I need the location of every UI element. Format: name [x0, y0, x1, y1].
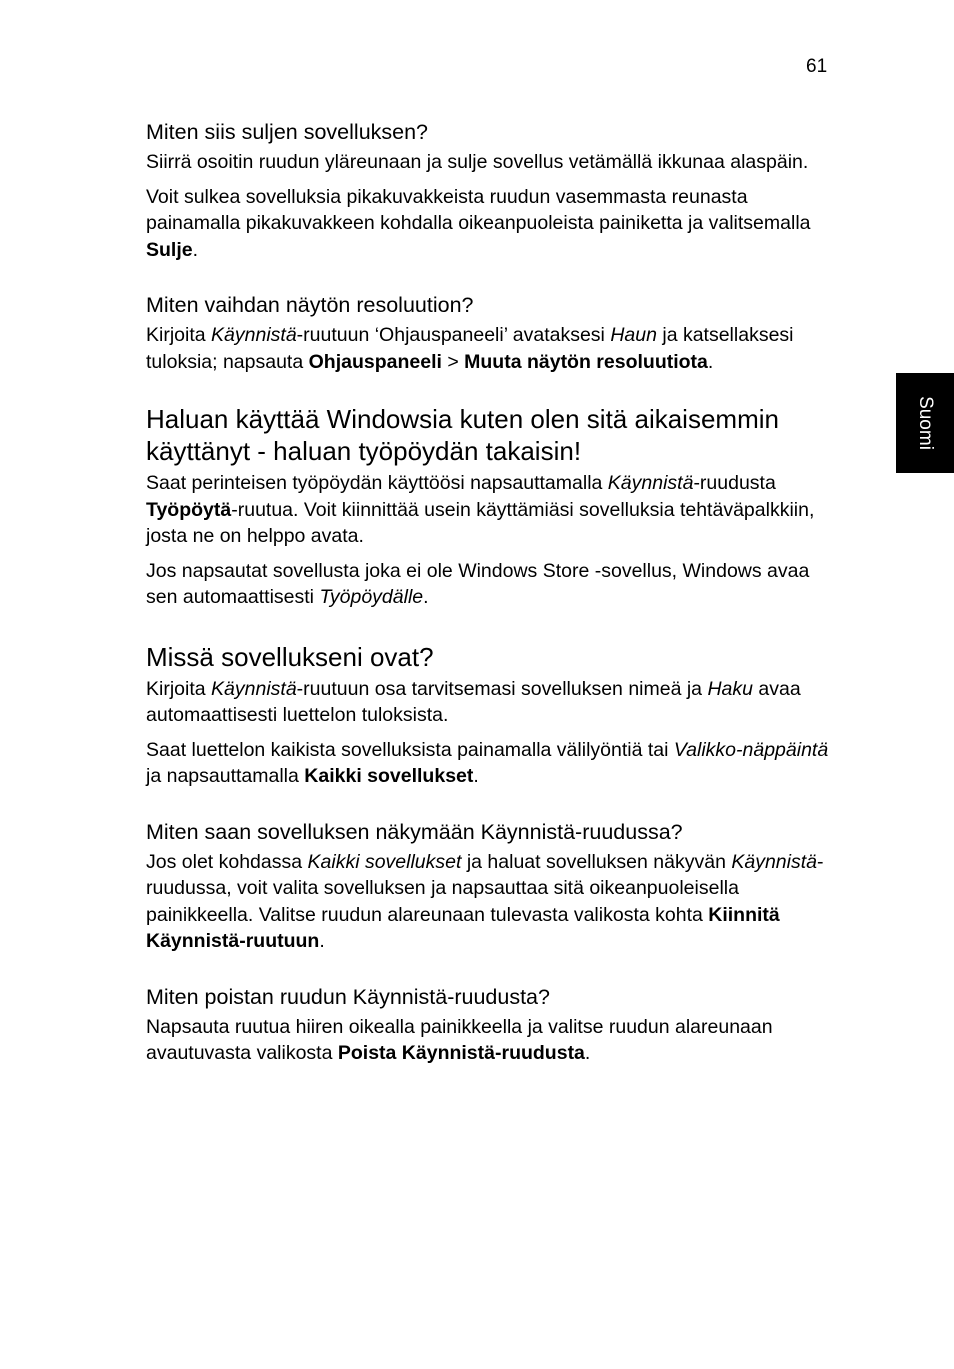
paragraph: Saat luettelon kaikista sovelluksista painamalla välilyöntiä tai Valikko-näppäintä ja napsauttamalla Kaikki sovellukset.: [146, 738, 829, 787]
section-pin-start: [146, 818, 836, 955]
section-where-apps: [146, 641, 836, 790]
paragraph: Kirjoita Käynnistä-ruutuun osa tarvitsemasi sovelluksen nimeä ja Haku avaa automaattisesti luettelon tuloksista.: [146, 677, 801, 726]
section-heading: Haluan käyttää Windowsia kuten olen sitä aikaisemmin käyttänyt - haluan työpöydän takaisin!: [146, 404, 779, 466]
section-close-app: [146, 118, 836, 263]
language-tab-label: Suomi: [915, 396, 936, 450]
section-unpin-start: [146, 983, 836, 1067]
section-change-resolution: [146, 291, 836, 375]
paragraph: Jos napsautat sovellusta joka ei ole Windows Store -sovellus, Windows avaa sen automaattisesti Työpöydälle.: [146, 559, 810, 608]
paragraph: Jos olet kohdassa Kaikki sovellukset ja haluat sovelluksen näkyvän Käynnistä-ruudussa, voit valita sovelluksen ja napsauttaa sitä oikeanpuoleisella painikkeella. Valitse ruudun alareunaan tulevasta valikosta kohta Kiinnitä Käynnistä-ruutuun.: [146, 850, 824, 952]
section-heading: Miten vaihdan näytön resoluution?: [146, 293, 474, 317]
section-desktop-back: [146, 403, 836, 611]
paragraph: Kirjoita Käynnistä-ruutuun ‘Ohjauspaneeli’ avataksesi Haun ja katsellaksesi tuloksia; napsauta Ohjauspaneeli > Muuta näytön resoluutiota.: [146, 324, 794, 373]
paragraph: Napsauta ruutua hiiren oikealla painikkeella ja valitse ruudun alareunaan avautuvasta valikosta Poista Käynnistä-ruudusta.: [146, 1015, 773, 1064]
language-tab: [896, 373, 954, 473]
page-content: [146, 118, 836, 1095]
paragraph: Voit sulkea sovelluksia pikakuvakkeista ruudun vasemmasta reunasta painamalla pikakuvakkeen kohdalla oikeanpuoleista painiketta ja valitsemalla Sulje.: [146, 185, 811, 261]
section-heading: Miten poistan ruudun Käynnistä-ruudusta?: [146, 984, 550, 1009]
page-number: 61: [806, 56, 828, 77]
section-heading: Missä sovellukseni ovat?: [146, 641, 434, 672]
section-heading: Miten saan sovelluksen näkymään Käynnistä-ruudussa?: [146, 819, 683, 844]
paragraph: Saat perinteisen työpöydän käyttöösi napsauttamalla Käynnistä-ruudusta Työpöytä-ruutua. Voit kiinnittää usein käyttämiäsi sovelluksia tehtäväpalkkiin, josta ne on helppo avata.: [146, 472, 815, 547]
section-heading: Miten siis suljen sovelluksen?: [146, 120, 429, 144]
paragraph: Siirrä osoitin ruudun yläreunaan ja sulje sovellus vetämällä ikkunaa alaspäin.: [146, 151, 809, 173]
